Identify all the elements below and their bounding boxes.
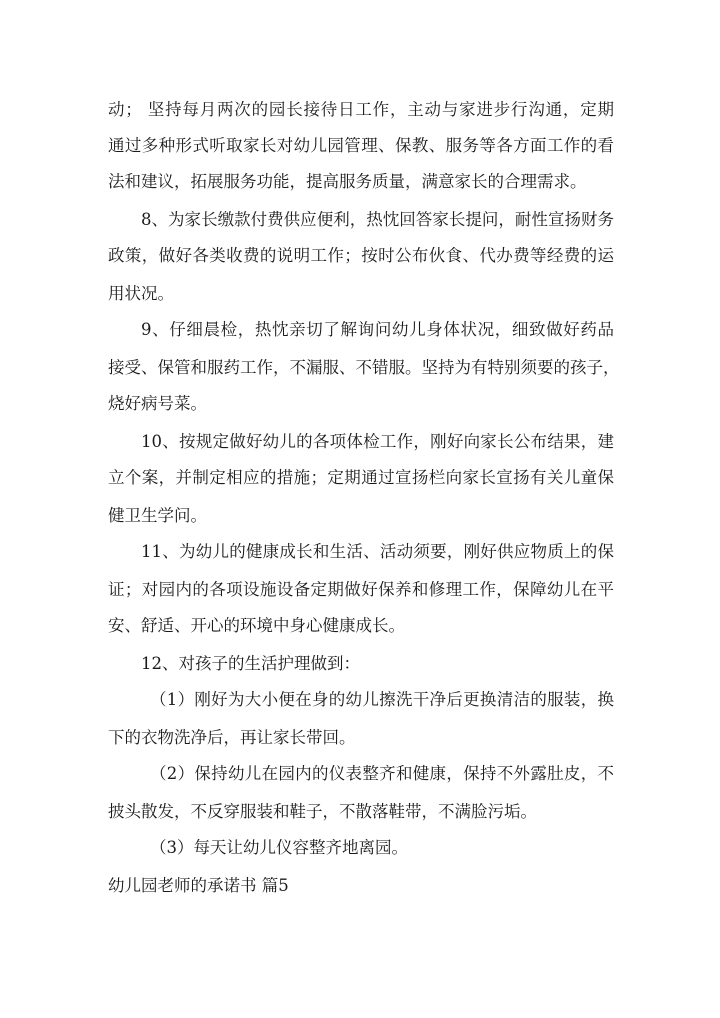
paragraph-line: 安、舒适、开心的环境中身心健康成长。 [108, 616, 405, 635]
paragraph-line: 11、为幼儿的健康成长和生活、活动须要，刚好供应物质上的保 [141, 542, 614, 561]
paragraph-line: 烧好病号菜。 [108, 394, 207, 413]
paragraph-line: （2）保持幼儿在园内的仪表整齐和健康，保持不外露肚皮，不 [150, 764, 614, 783]
paragraph-line: 下的衣物洗净后，再让家长带回。 [108, 728, 356, 747]
paragraph-line: 用状况。 [108, 284, 174, 303]
paragraph-line: （1）刚好为大小便在身的幼儿擦洗干净后更换清洁的服装，换 [150, 690, 614, 709]
paragraph-line: 法和建议，拓展服务功能，提高服务质量，满意家长的合理需求。 [108, 172, 587, 191]
paragraph-line: 政策，做好各类收费的说明工作；按时公布伙食、代办费等经费的运 [108, 246, 614, 265]
paragraph-line: 9、仔细晨检，热忱亲切了解询问幼儿身体状况，细致做好药品 [141, 320, 614, 339]
paragraph-line: 证；对园内的各项设施设备定期做好保养和修理工作，保障幼儿在平 [108, 580, 614, 599]
paragraph-line: 健卫生学问。 [108, 506, 207, 525]
paragraph-line: 12、对孩子的生活护理做到： [141, 654, 360, 673]
paragraph-line: 披头散发，不反穿服装和鞋子，不散落鞋带，不满脸污垢。 [108, 802, 537, 821]
paragraph-line: 10、按规定做好幼儿的各项体检工作，刚好向家长公布结果，建 [141, 432, 614, 451]
paragraph-line: 动； 坚持每月两次的园长接待日工作，主动与家进步行沟通，定期 [108, 100, 614, 119]
paragraph-line: 通过多种形式听取家长对幼儿园管理、保教、服务等各方面工作的看 [108, 136, 614, 155]
paragraph-line: 立个案，并制定相应的措施；定期通过宣扬栏向家长宣扬有关儿童保 [108, 468, 614, 487]
paragraph-line: 接受、保管和服药工作，不漏服、不错服。坚持为有特别须要的孩子， [108, 358, 620, 377]
section-heading: 幼儿园老师的承诺书 篇5 [108, 876, 289, 895]
paragraph-line: 8、为家长缴款付费供应便利，热忱回答家长提问，耐性宣扬财务 [141, 210, 614, 229]
paragraph-line: （3）每天让幼儿仪容整齐地离园。 [150, 838, 408, 857]
